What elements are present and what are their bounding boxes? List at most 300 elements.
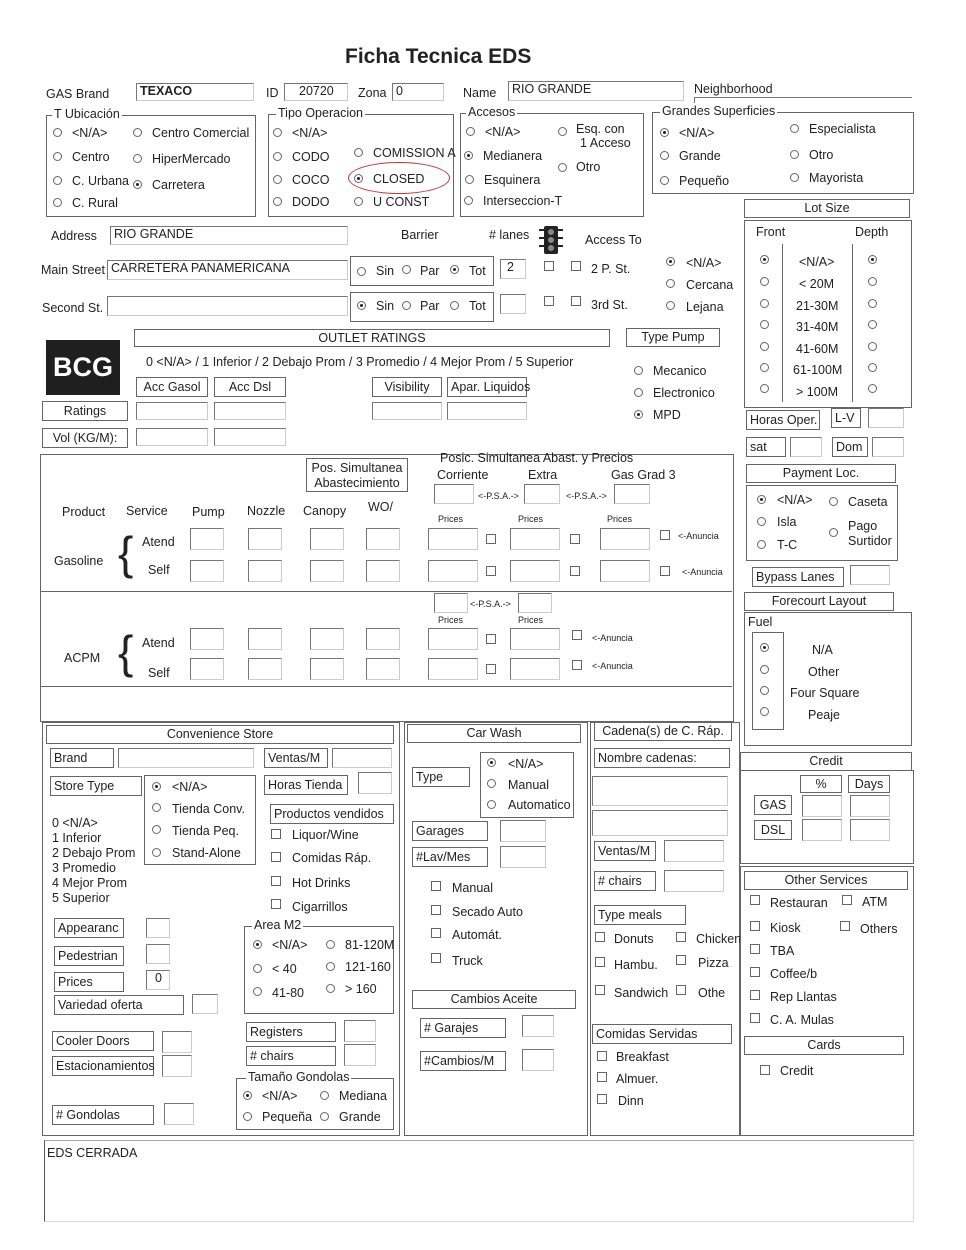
acpm-self-pump[interactable] <box>190 658 224 680</box>
carwash-check-label: Truck <box>452 954 483 968</box>
garages-label: Garages <box>412 821 488 841</box>
service-check-mulas[interactable] <box>750 1013 760 1023</box>
scale-item: 3 Promedio <box>52 861 116 875</box>
carwash-check-label: Secado Auto <box>452 905 523 919</box>
anuncia-label: <-Anuncia <box>678 531 719 541</box>
pump-option: MPD <box>653 408 681 422</box>
anuncia-label: <-Anuncia <box>682 567 723 577</box>
tipo-radio-codo[interactable] <box>273 152 282 161</box>
lot-option: < 20M <box>799 277 835 291</box>
service-label: ATM <box>862 895 888 909</box>
zona-field[interactable]: 0 <box>392 83 444 101</box>
accesos-radio-interseccion[interactable] <box>464 196 473 205</box>
store-option: Tienda Peq. <box>172 824 239 838</box>
carwash-radio-manual[interactable] <box>487 779 496 788</box>
gs-radio-na[interactable] <box>660 128 669 137</box>
prod-check-drinks[interactable] <box>271 876 281 886</box>
lot-front-radio[interactable] <box>760 384 769 393</box>
second-radio-tot[interactable] <box>450 301 459 310</box>
accesos-radio-esq-acceso[interactable] <box>558 127 567 136</box>
main-par: Par <box>420 264 440 278</box>
closed-circle-mark <box>348 162 450 194</box>
page-title: Ficha Tecnica EDS <box>345 45 532 68</box>
cards-title: Cards <box>744 1036 904 1055</box>
carwash-check-automat[interactable] <box>431 928 441 938</box>
meal-check-otro[interactable] <box>676 985 686 995</box>
meal-check-hambu[interactable] <box>595 957 605 967</box>
gas-self-pump[interactable] <box>190 560 224 582</box>
meal-check-pizza[interactable] <box>676 955 686 965</box>
credit-pct-label: % <box>800 775 842 793</box>
service-check-others[interactable] <box>840 921 850 931</box>
area-radio-160[interactable] <box>326 962 335 971</box>
tamano-radio-grande[interactable] <box>320 1112 329 1121</box>
gas-atend-price[interactable] <box>600 528 650 550</box>
comida-check-almuer[interactable] <box>597 1072 607 1082</box>
gasoline-label: Gasoline <box>54 554 104 568</box>
col-pump: Pump <box>192 505 225 519</box>
ubicacion-radio-hiper[interactable] <box>133 154 142 163</box>
third-st-label: 3rd St. <box>591 298 628 312</box>
cambios-m-field[interactable] <box>522 1049 554 1071</box>
pedestrian-field[interactable] <box>146 944 170 964</box>
lot-front-radio[interactable] <box>760 320 769 329</box>
prices-label-box: Prices <box>54 972 124 992</box>
gas-self-check[interactable] <box>486 566 496 576</box>
registers-field[interactable] <box>344 1020 376 1042</box>
garajes-field[interactable] <box>522 1015 554 1037</box>
ubicacion-option: Centro Comercial <box>152 126 250 140</box>
acpm-atend-pump[interactable] <box>190 628 224 650</box>
pos-simultanea-box <box>306 458 408 492</box>
service-label: C. A. Mulas <box>770 1013 834 1027</box>
prod-check-cigar[interactable] <box>271 899 281 909</box>
outlet-scale: 0 <N/A> / 1 Inferior / 2 Debajo Prom / 3 Promedio / 4 Mejor Prom / 5 Superior <box>146 355 574 369</box>
meal-check-chicken[interactable] <box>676 932 686 942</box>
second-sin: Sin <box>376 299 395 313</box>
carwash-radio-auto[interactable] <box>487 800 496 809</box>
lot-depth-radio[interactable] <box>868 255 877 264</box>
carwash-option: Manual <box>508 778 549 792</box>
tamano-radio-mediana[interactable] <box>320 1091 329 1100</box>
main-radio-tot[interactable] <box>450 265 459 274</box>
second-checkbox-a[interactable] <box>544 296 554 306</box>
variedad-field[interactable] <box>192 994 218 1014</box>
gas-self-check[interactable] <box>660 566 670 576</box>
gas-atend-price[interactable] <box>510 528 560 550</box>
area-radio-120[interactable] <box>326 940 335 949</box>
carwash-option: <N/A> <box>508 757 544 771</box>
prices-label: Prices <box>518 514 544 524</box>
payment-option: Caseta <box>848 495 888 509</box>
prod-check-comidas[interactable] <box>271 852 281 862</box>
carwash-radio-na[interactable] <box>487 758 496 767</box>
address-label: Address <box>51 229 97 243</box>
conv-chairs-label: # chairs <box>246 1046 336 1066</box>
psa-arrow: <-P.S.A.-> <box>478 491 519 501</box>
tipo-radio-comission[interactable] <box>354 148 363 157</box>
cooler-doors-field[interactable] <box>162 1031 192 1053</box>
traffic-light-icon <box>538 225 564 255</box>
sat-hours-field[interactable] <box>790 437 822 457</box>
scale-item: 5 Superior <box>52 891 110 905</box>
lav-mes-field[interactable] <box>500 846 546 868</box>
acpm-atend-nozzle[interactable] <box>248 628 282 650</box>
scale-item: 1 Inferior <box>52 831 102 845</box>
lot-size-title: Lot Size <box>744 199 910 218</box>
id-field[interactable]: 20720 <box>284 83 348 101</box>
bypass-lanes-field[interactable] <box>850 565 890 585</box>
forecourt-option: Peaje <box>808 708 840 722</box>
lot-depth-radio[interactable] <box>868 277 877 286</box>
dom-label: Dom <box>832 437 868 457</box>
name-label: Name <box>463 86 497 100</box>
acpm-atend-price[interactable] <box>510 628 560 650</box>
service-check-kiosk[interactable] <box>750 921 760 931</box>
acpm-label: ACPM <box>64 651 101 665</box>
pump-radio-mecanico[interactable] <box>634 366 643 375</box>
meal-check-donuts[interactable] <box>595 932 605 942</box>
lot-option: <N/A> <box>799 255 835 269</box>
second-lanes-field[interactable] <box>500 294 526 314</box>
pump-radio-mpd[interactable] <box>634 410 643 419</box>
accesos-option: Interseccion-T <box>483 194 563 208</box>
comidas-servidas-label: Comidas Servidas <box>592 1024 732 1044</box>
dom-hours-field[interactable] <box>872 437 904 457</box>
notes-text: EDS CERRADA <box>47 1146 138 1160</box>
acpm-self-price[interactable] <box>428 658 478 680</box>
pump-radio-electronico[interactable] <box>634 388 643 397</box>
nombre-cadenas-field[interactable] <box>592 810 728 836</box>
gas-self-price[interactable] <box>510 560 560 582</box>
acpm-atend-wo[interactable] <box>366 628 400 650</box>
store-option: Tienda Conv. <box>172 802 245 816</box>
service-check-atm[interactable] <box>842 895 852 905</box>
tipo-radio-coco[interactable] <box>273 175 282 184</box>
gas-atend-check[interactable] <box>660 530 670 540</box>
main-sin: Sin <box>376 264 395 278</box>
gs-radio-especialista[interactable] <box>790 124 799 133</box>
service-check-coffee[interactable] <box>750 967 760 977</box>
nombre-cadenas-field[interactable] <box>592 776 728 806</box>
horas-tienda-field[interactable] <box>358 772 392 794</box>
col-nozzle: Nozzle <box>247 504 286 518</box>
payment-radio-pago[interactable] <box>829 528 838 537</box>
service-label: TBA <box>770 944 795 958</box>
address-field[interactable]: RIO GRANDE <box>110 226 348 245</box>
second-radio-par[interactable] <box>402 301 411 310</box>
accesos-radio-medianera[interactable] <box>464 151 473 160</box>
pump-option: Mecanico <box>653 364 707 378</box>
estacionamientos-field[interactable] <box>162 1055 192 1077</box>
payment-radio-caseta[interactable] <box>829 497 838 506</box>
tipo-option: CODO <box>292 150 330 164</box>
tipo-radio-na[interactable] <box>273 128 282 137</box>
convenience-title: Convenience Store <box>46 725 394 744</box>
tamano-radio-pequena[interactable] <box>243 1112 252 1121</box>
ubicacion-radio-na[interactable] <box>53 128 62 137</box>
zona-label: Zona <box>358 86 387 100</box>
acpm-self-check[interactable] <box>572 660 582 670</box>
store-radio-conv[interactable] <box>152 803 161 812</box>
gas-atend-canopy[interactable] <box>310 528 344 550</box>
ubicacion-option: C. Rural <box>72 196 118 210</box>
acc-dsl-label: Acc Dsl <box>214 377 286 397</box>
cards-credit-label: Credit <box>780 1064 814 1078</box>
payment-radio-tc[interactable] <box>757 540 766 549</box>
apar-liquidos-rating[interactable] <box>447 402 527 420</box>
tipo-option: U CONST <box>373 195 430 209</box>
cadena-chairs-field[interactable] <box>664 870 724 892</box>
bypass-lanes-label: Bypass Lanes <box>752 567 844 587</box>
productos-label: Productos vendidos <box>270 804 394 824</box>
nombre-cadenas-label: Nombre cadenas: <box>594 748 730 768</box>
accesos-radio-na[interactable] <box>466 127 475 136</box>
acpm-brace: { <box>118 626 134 678</box>
registers-label: Registers <box>246 1022 336 1042</box>
comida-check-dinn[interactable] <box>597 1094 607 1104</box>
posic-title: Posic. Simultanea Abast. y Precios <box>440 451 634 465</box>
psa-field[interactable] <box>434 484 474 504</box>
acpm-psa-field[interactable] <box>518 593 552 613</box>
ubicacion-option: <N/A> <box>72 126 108 140</box>
gas-self-nozzle[interactable] <box>248 560 282 582</box>
gas-atend-check[interactable] <box>570 534 580 544</box>
col-service: Service <box>126 504 168 518</box>
accesos-option: Medianera <box>483 149 543 163</box>
acpm-atend-check[interactable] <box>572 630 582 640</box>
tamano-option: Grande <box>339 1110 381 1124</box>
ubicacion-legend: T Ubicación <box>54 107 120 121</box>
tipo-option: DODO <box>292 195 330 209</box>
prod-check-liquor[interactable] <box>271 829 281 839</box>
psa-field[interactable] <box>614 484 650 504</box>
gas-self-price[interactable] <box>600 560 650 582</box>
service-label: Coffee/b <box>770 967 818 981</box>
carwash-type-label: Type <box>412 767 470 787</box>
gs-radio-pequeno[interactable] <box>660 176 669 185</box>
second-st-label: Second St. <box>42 301 104 315</box>
forecourt-radio-na[interactable] <box>760 643 769 652</box>
credit-dsl-days[interactable] <box>850 819 890 841</box>
ubicacion-option: C. Urbana <box>72 174 129 188</box>
gas-self-canopy[interactable] <box>310 560 344 582</box>
second-st-field[interactable] <box>107 296 348 316</box>
ventas-label: Ventas/M <box>264 748 328 768</box>
variedad-label: Variedad oferta <box>54 995 184 1015</box>
credit-dsl-pct[interactable] <box>802 819 842 841</box>
gas-brand-label: GAS Brand <box>46 87 110 101</box>
lot-front-radio[interactable] <box>760 255 769 264</box>
acpm-psa-field[interactable] <box>434 593 468 613</box>
brand-field[interactable] <box>118 748 254 768</box>
gs-option: Otro <box>809 148 834 162</box>
lot-option: > 100M <box>796 385 839 399</box>
apar-liquidos-label: Apar. Liquidos <box>447 377 527 397</box>
main-street-field[interactable]: CARRETERA PANAMERICANA <box>107 260 348 280</box>
gs-radio-grande[interactable] <box>660 151 669 160</box>
gas-atend-wo[interactable] <box>366 528 400 550</box>
gas-self-check[interactable] <box>570 566 580 576</box>
neighborhood-field[interactable] <box>694 97 912 103</box>
lot-size-group <box>744 220 912 408</box>
prod-item: Cigarrillos <box>292 900 348 914</box>
psa-field[interactable] <box>524 484 560 504</box>
notes-field[interactable] <box>44 1140 914 1222</box>
ubicacion-radio-urbana[interactable] <box>53 176 62 185</box>
meal-label: Othe <box>698 986 726 1000</box>
accesos-radio-esquinera[interactable] <box>465 175 474 184</box>
cadena-ventas-field[interactable] <box>664 840 724 862</box>
meal-label: Chicken <box>696 932 742 946</box>
service-check-llantas[interactable] <box>750 990 760 1000</box>
access-radio-lejana[interactable] <box>666 301 675 310</box>
service-check-tba[interactable] <box>750 944 760 954</box>
store-option: <N/A> <box>172 780 208 794</box>
ubicacion-radio-carretera[interactable] <box>133 180 142 189</box>
lv-hours-field[interactable] <box>868 408 904 428</box>
lot-option: 41-60M <box>796 342 839 356</box>
accesos-radio-otro[interactable] <box>558 163 567 172</box>
lot-front-radio[interactable] <box>760 342 769 351</box>
payment-radio-isla[interactable] <box>757 517 766 526</box>
carwash-check-secado[interactable] <box>431 905 441 915</box>
store-radio-stand[interactable] <box>152 848 161 857</box>
acc-dsl-rating[interactable] <box>214 402 286 420</box>
prod-item: Hot Drinks <box>292 876 351 890</box>
gas-self-price[interactable] <box>428 560 478 582</box>
lot-front-radio[interactable] <box>760 299 769 308</box>
acpm-self-check[interactable] <box>486 664 496 674</box>
cadena-ventas-label: Ventas/M <box>594 841 656 861</box>
acpm-self-canopy[interactable] <box>310 658 344 680</box>
payment-radio-na[interactable] <box>757 495 766 504</box>
gas-atend-check[interactable] <box>486 534 496 544</box>
payment-option: <N/A> <box>777 493 813 507</box>
tamano-radio-na[interactable] <box>243 1091 252 1100</box>
forecourt-radio-other[interactable] <box>760 665 769 674</box>
acpm-atend-canopy[interactable] <box>310 628 344 650</box>
acpm-self-price[interactable] <box>510 658 560 680</box>
main-radio-par[interactable] <box>402 265 411 274</box>
conv-chairs-field[interactable] <box>344 1044 376 1066</box>
main-checkbox-pst[interactable] <box>571 261 581 271</box>
gas-atend-nozzle[interactable] <box>248 528 282 550</box>
main-lanes-field[interactable]: 2 <box>500 259 526 279</box>
accesos-option: <N/A> <box>485 125 521 139</box>
access-radio-na[interactable] <box>666 257 675 266</box>
access-radio-cercana[interactable] <box>666 279 675 288</box>
pedestrian-label: Pedestrian <box>54 946 124 966</box>
appearance-field[interactable] <box>146 918 170 938</box>
gondolas-field[interactable] <box>164 1103 194 1125</box>
gas-brand-field[interactable]: TEXACO <box>136 83 254 101</box>
main-radio-sin[interactable] <box>357 267 366 276</box>
vol-gasol-field[interactable] <box>136 428 208 446</box>
comida-check-breakfast[interactable] <box>597 1051 607 1061</box>
gas-atend-pump[interactable] <box>190 528 224 550</box>
area-option: <N/A> <box>272 938 308 952</box>
forecourt-option: N/A <box>812 643 833 657</box>
vol-dsl-field[interactable] <box>214 428 286 446</box>
cambios-m-label: #Cambios/M <box>420 1051 506 1071</box>
ubicacion-radio-centro[interactable] <box>53 152 62 161</box>
lot-depth-radio[interactable] <box>868 342 877 351</box>
extra-label: Extra <box>528 468 558 482</box>
tipo-radio-dodo[interactable] <box>273 197 282 206</box>
credit-gas-pct[interactable] <box>802 795 842 817</box>
pago-line2: Surtidor <box>848 534 892 548</box>
lot-front-radio[interactable] <box>760 363 769 372</box>
area-radio-gt160[interactable] <box>326 984 335 993</box>
forecourt-radio-peaje[interactable] <box>760 707 769 716</box>
acpm-atend: Atend <box>142 636 175 650</box>
scale-item: 0 <N/A> <box>52 816 98 830</box>
main-checkbox-a[interactable] <box>544 261 554 271</box>
ubicacion-radio-rural[interactable] <box>53 198 62 207</box>
gas-atend-price[interactable] <box>428 528 478 550</box>
service-check-restauran[interactable] <box>750 895 760 905</box>
acpm-self-nozzle[interactable] <box>248 658 282 680</box>
lv-label: L-V <box>831 408 861 428</box>
ubicacion-radio-comercial[interactable] <box>133 128 142 137</box>
lot-depth-radio[interactable] <box>868 384 877 393</box>
lot-depth-radio[interactable] <box>868 299 877 308</box>
carwash-check-manual[interactable] <box>431 881 441 891</box>
gs-option: Mayorista <box>809 171 864 185</box>
gs-radio-mayorista[interactable] <box>790 173 799 182</box>
carwash-check-truck[interactable] <box>431 953 441 963</box>
garajes-label: # Garajes <box>420 1018 506 1038</box>
lot-depth-radio[interactable] <box>868 363 877 372</box>
vol-label: Vol (KG/M): <box>42 428 128 448</box>
lot-depth-radio[interactable] <box>868 320 877 329</box>
prices-field[interactable]: 0 <box>146 970 170 990</box>
meal-label: Sandwich <box>614 986 669 1000</box>
gondolas-label: # Gondolas <box>52 1105 154 1125</box>
lot-depth-label: Depth <box>855 225 889 239</box>
tipo-radio-uconst[interactable] <box>354 197 363 206</box>
credit-gas-days[interactable] <box>850 795 890 817</box>
fuel-label: Fuel <box>748 615 773 629</box>
lot-divider <box>782 244 783 402</box>
cambios-aceite-title: Cambios Aceite <box>412 990 576 1009</box>
gs-radio-otro[interactable] <box>790 150 799 159</box>
area-radio-40[interactable] <box>253 964 262 973</box>
acpm-self-wo[interactable] <box>366 658 400 680</box>
lot-front-radio[interactable] <box>760 277 769 286</box>
second-checkbox-3rd[interactable] <box>571 296 581 306</box>
area-radio-na[interactable] <box>253 940 262 949</box>
name-field[interactable]: RIO GRANDE <box>508 81 684 101</box>
forecourt-radio-four[interactable] <box>760 686 769 695</box>
ventas-field[interactable] <box>332 748 392 768</box>
second-radio-sin[interactable] <box>357 301 366 310</box>
store-radio-na[interactable] <box>152 782 161 791</box>
visibility-rating[interactable] <box>372 402 442 420</box>
acpm-atend-check[interactable] <box>486 634 496 644</box>
area-radio-80[interactable] <box>253 987 262 996</box>
psa-arrow: <-P.S.A.-> <box>470 599 511 609</box>
store-radio-peq[interactable] <box>152 825 161 834</box>
main-tot: Tot <box>469 264 486 278</box>
cards-check-credit[interactable] <box>760 1065 770 1075</box>
gas-self-wo[interactable] <box>366 560 400 582</box>
garages-field[interactable] <box>500 820 546 842</box>
acpm-atend-price[interactable] <box>428 628 478 650</box>
acc-gasol-rating[interactable] <box>136 402 208 420</box>
meal-check-sandwich[interactable] <box>595 985 605 995</box>
